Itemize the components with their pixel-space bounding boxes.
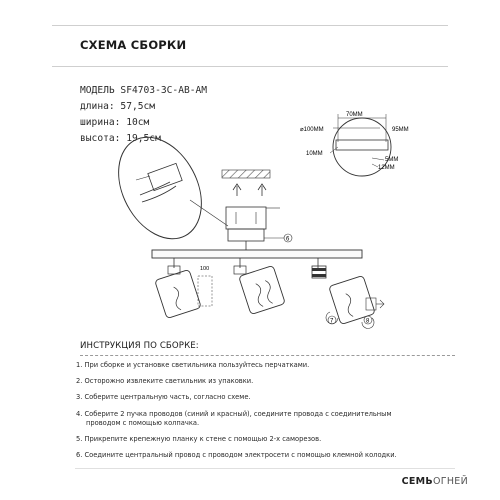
model-line: МОДЕЛЬ SF4703-3C-AB-AM bbox=[80, 85, 208, 96]
ceiling-hatch bbox=[222, 170, 270, 178]
instructions-divider bbox=[80, 355, 455, 356]
width-line: ширина: 10см bbox=[80, 117, 150, 128]
lamp-center bbox=[234, 258, 285, 315]
lamp-right-shade bbox=[329, 275, 376, 324]
marker-7-label: 7 bbox=[330, 318, 334, 325]
marker-8-label: 8 bbox=[366, 318, 370, 325]
height-line: высота: 19,5см bbox=[80, 133, 161, 144]
mount-plate bbox=[226, 207, 266, 229]
step-6: 6. Соедините центральный провод с проводом электросети с помощью клемной колодки. bbox=[76, 451, 397, 460]
footer-divider bbox=[75, 468, 455, 469]
step-5: 5. Прикрепите крепежную планку к стене с помощью 2-х саморезов. bbox=[76, 435, 322, 444]
dim-12-label: 12ММ bbox=[378, 165, 395, 171]
step-3: 3. Соберите центральную часть, согласно схеме. bbox=[76, 393, 251, 402]
dim-10-label: 10ММ bbox=[306, 151, 323, 157]
fixture-bar bbox=[152, 241, 362, 258]
instructions-list bbox=[76, 361, 471, 467]
step-2: 2. Осторожно извлеките светильник из упаковки. bbox=[76, 377, 254, 386]
length-line: длина: 57,5см bbox=[80, 101, 156, 112]
dim-5-label: 5ММ bbox=[385, 157, 399, 163]
step-4-line-2: проводом с помощью колпачка. bbox=[86, 418, 200, 427]
lamp-left bbox=[155, 258, 212, 319]
dim-95-label: 95ММ bbox=[392, 127, 409, 133]
lamp-right bbox=[312, 258, 384, 328]
logo-light-part: ОГНЕЙ bbox=[432, 476, 468, 487]
logo-bold-part: СЕМЬ bbox=[401, 476, 433, 487]
marker-6-label: 6 bbox=[286, 236, 290, 243]
brand-logo bbox=[402, 476, 468, 487]
lamp-left-shade bbox=[155, 269, 202, 318]
step-4 bbox=[76, 410, 471, 428]
step-4-line-1: 4. Соберите 2 пучка проводов (синий и красный), соедините провода с соединительным bbox=[76, 409, 392, 418]
plate-dimension-drawing bbox=[300, 112, 409, 176]
plate-bar bbox=[336, 140, 388, 150]
bar-body bbox=[152, 250, 362, 258]
step-1: 1. При сборке и установке светильника пользуйтесь перчатками. bbox=[76, 361, 310, 369]
page-title: СХЕМА СБОРКИ bbox=[80, 38, 187, 52]
wiring-detail bbox=[102, 123, 228, 253]
dim-70-label: 70ММ bbox=[346, 112, 363, 118]
lamp-label: 100 bbox=[200, 266, 210, 272]
instructions-heading: ИНСТРУКЦИЯ ПО СБОРКЕ: bbox=[80, 341, 199, 351]
canopy bbox=[228, 229, 264, 241]
terminal-block bbox=[148, 163, 182, 190]
dim-100-label: ⌀100ММ bbox=[300, 127, 324, 133]
ceiling-mount bbox=[222, 170, 292, 243]
